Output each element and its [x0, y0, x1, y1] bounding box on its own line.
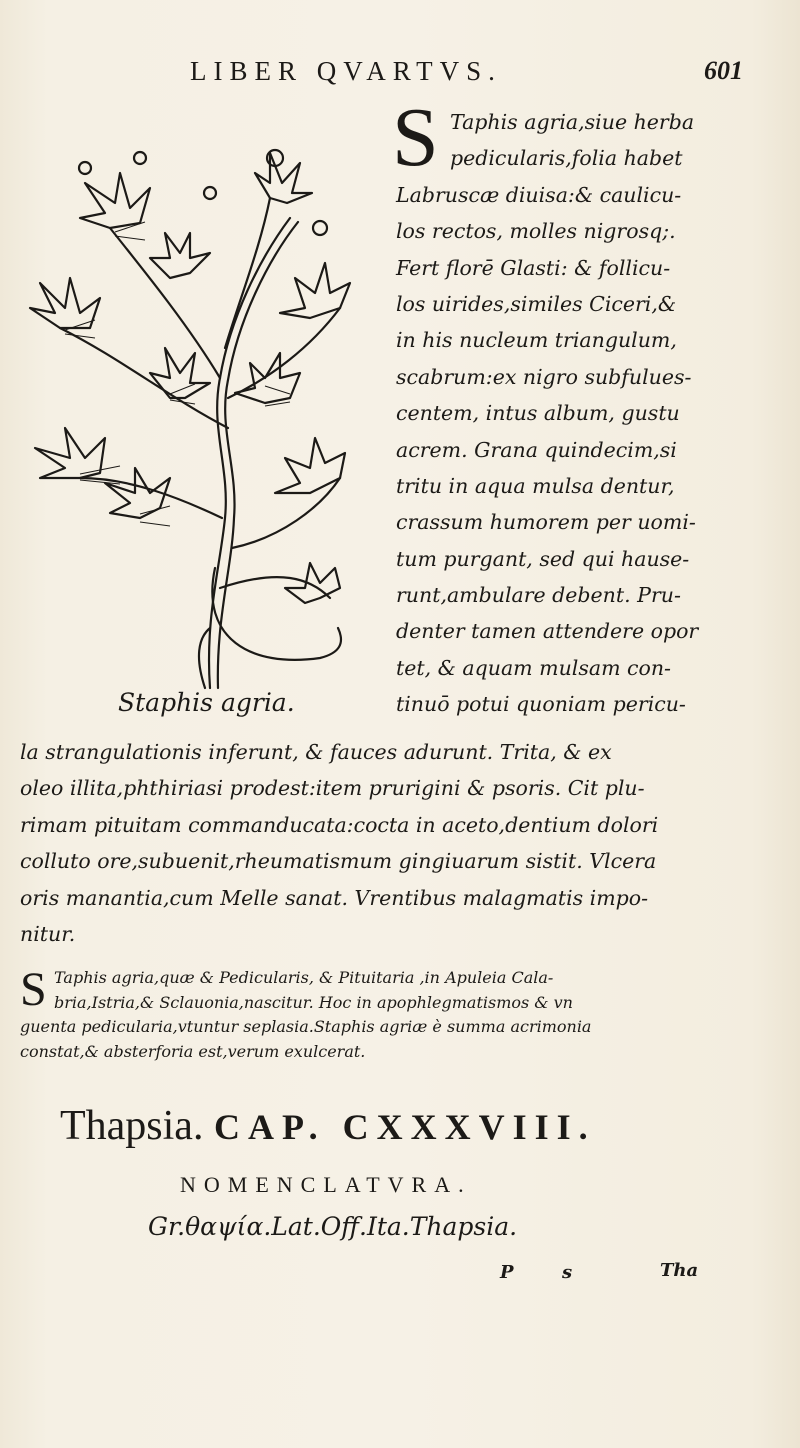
signature-mark: P [500, 1262, 514, 1283]
body-column-right [396, 104, 716, 723]
text-line: rimam pituitam commanducata:cocta in aceto,dentium dolori [20, 812, 659, 837]
chapter-heading [60, 1102, 596, 1150]
text-line: tum purgant, sed qui hause- [396, 546, 690, 571]
text-line: Labruscæ diuisa:& caulicu- [396, 182, 682, 207]
body-text-full-width [20, 734, 720, 952]
text-line: oris manantia,cum Melle sanat. Vrentibus malagmatis impo- [20, 885, 649, 910]
figure-caption: Staphis agria. [118, 688, 295, 717]
chapter-name: Thapsia. [60, 1103, 204, 1149]
text-line: runt,ambulare debent. Pru- [396, 583, 681, 608]
page-number: 601 [704, 56, 743, 85]
initial-letter: S [392, 91, 439, 184]
annotation-line: guenta pedicularia,vtuntur seplasia.Staphis agriæ è summa acrimonia [20, 1017, 592, 1036]
text-line: Fert florē Glasti: & follicu- [396, 255, 671, 280]
text-line: in his nucleum triangulum, [396, 328, 677, 353]
text-line: centem, intus album, gustu [396, 401, 680, 426]
annotation-line: constat,& absterforia est,verum exulcerat. [20, 1041, 366, 1061]
annotation-paragraph [20, 963, 720, 1064]
nomenclatura-heading: NOMENCLATVRA. [180, 1172, 472, 1197]
text-line: nitur. [20, 921, 76, 946]
plant-illustration [20, 98, 360, 698]
text-line: tritu in aqua mulsa dentur, [396, 473, 675, 498]
running-head [0, 56, 800, 92]
text-line: colluto ore,subuenit,rheumatismum gingiuarum sistit. Vlcera [20, 849, 657, 874]
text-line: la strangulationis inferunt, & fauces adurunt. Trita, & ex [20, 740, 612, 764]
text-line: oleo illita,phthiriasi prodest:item prurigini & psoris. Cit plu- [20, 776, 645, 801]
chapter-number: CAP. CXXXVIII. [213, 1107, 596, 1147]
text-line: scabrum:ex nigro subfulues- [396, 364, 692, 389]
text-line: pedicularis,folia habet [450, 146, 683, 171]
annotation-line: bria,Istria,& Sclauonia,nascitur. Hoc in apophlegmatismos & vn [54, 992, 573, 1012]
catchword: Tha [660, 1260, 699, 1281]
signature-mark: s [562, 1262, 573, 1283]
text-line: denter tamen attendere opor [396, 619, 699, 644]
annotation-initial-letter: S [20, 963, 47, 1016]
text-line: tinuō potui quoniam pericu- [396, 692, 686, 717]
running-title: LIBER QVARTVS. [190, 56, 502, 86]
text-line: los rectos, molles nigrosq;. [396, 219, 676, 244]
nomenclatura-line: Gr.θαψία.Lat.Off.Ita.Thapsia. [148, 1212, 518, 1241]
annotation-line: Taphis agria,quæ & Pedicularis, & Pituitaria ,in Apuleia Cala- [54, 968, 554, 987]
text-line: acrem. Grana quindecim,si [396, 437, 677, 462]
text-line: crassum humorem per uomi- [396, 510, 696, 535]
text-line: tet, & aquam mulsam con- [396, 655, 671, 680]
text-line: los uirides,similes Ciceri,& [396, 291, 677, 316]
text-line: Taphis agria,siue herba [450, 110, 695, 134]
